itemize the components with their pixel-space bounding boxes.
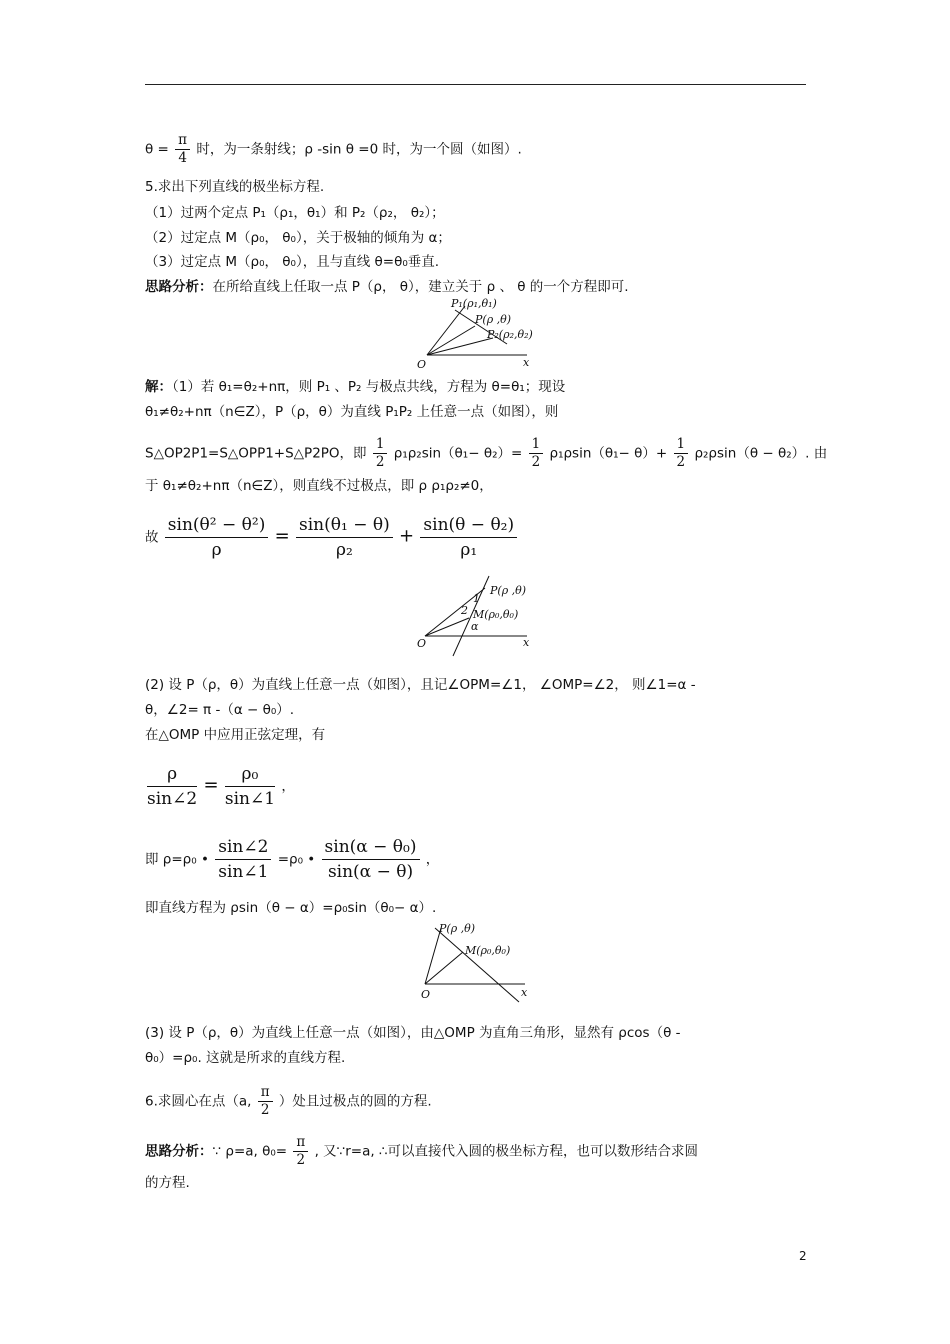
part2-line-3: 在△OMP 中应用正弦定理，有: [145, 727, 326, 743]
ratio-alpha: $\frac{\text{sin(α − θ₀)}}{\sin(\alpha - \theta)}$: [322, 835, 420, 884]
therefore: 故: [145, 529, 159, 546]
solution-text-1: （1）若 θ₁=θ₂+nπ，则 P₁ 、P₂ 与极点共线，方程为 θ=θ₁；现设: [172, 379, 566, 395]
line-equation: 即直线方程为 ρsin（θ − α）=ρ₀sin（θ₀− α）.: [145, 900, 437, 916]
analysis-2: [145, 1134, 698, 1169]
label-p1: P₁(ρ₁,θ₁): [451, 297, 497, 310]
part2-line-1: (2) 设 P（ρ，θ）为直线上任意一点（如图），且记∠OPM=∠1， ∠OMP=∠2， 则∠1=α -: [145, 677, 696, 693]
solution-line-4: 于 θ₁≠θ₂+nπ（n∈Z），则直线不过极点，即 ρ ρ₁ρ₂≠0，: [145, 478, 493, 494]
label-angle-2: 2: [461, 604, 468, 617]
label-p: P(ρ ,θ): [475, 313, 512, 326]
label-p: P(ρ ,θ): [490, 584, 527, 597]
q5-item-1: （1）过两个定点 P₁（ρ₁，θ₁）和 P₂（ρ₂， θ₂）；: [145, 205, 445, 221]
label-x-axis: x: [523, 636, 530, 649]
solution-label: 解：: [145, 379, 172, 395]
label-origin: O: [417, 637, 427, 650]
q6-title: [145, 1084, 432, 1119]
rho-expression: [145, 835, 439, 884]
label-m: M(ρ₀,θ₀): [465, 944, 511, 957]
ratio-rho: $\frac{\rho}{\sin\angle 2}$: [147, 764, 198, 809]
half-fraction-2: $\frac{1}{2}$: [529, 436, 544, 471]
figure-two-points: [415, 296, 545, 372]
rho-text-a: 即 ρ=ρ₀ •: [145, 851, 209, 868]
part3-line-2: θ₀）=ρ₀. 这就是所求的直线方程.: [145, 1050, 346, 1066]
area-term-3: ρ₂ρsin（θ − θ₂）. 由: [694, 445, 828, 462]
eq-fraction-2: $\frac{\text{sin(θ₁ − θ)}}{\text{ρ₂}}$: [296, 513, 393, 562]
solution-equation: 故 $\frac{\text{sin(θ² − θ²)}}{\rho}$ = $\frac{\text{sin(θ₁ − θ)}}{\text{ρ₂}}$ + $\frac{\text{sin(θ − θ₂)}}{\text{ρ₁}}$: [145, 513, 519, 562]
figure-inclination: [415, 572, 540, 660]
rho-text-b: =ρ₀ •: [277, 851, 316, 868]
page-number: 2: [799, 1249, 807, 1263]
rho-text-c: ，: [425, 851, 440, 868]
solution-line-2: θ₁≠θ₂+nπ（n∈Z），P（ρ，θ）为直线 P₁P₂ 上任意一点（如图），则: [145, 404, 559, 420]
q5-title: 5.求出下列直线的极坐标方程.: [145, 179, 325, 195]
analysis2-text-a: ∵ ρ=a, θ₀=: [212, 1143, 288, 1160]
area-term-1: ρ₁ρ₂sin（θ₁− θ₂）=: [393, 445, 523, 462]
q6-text-a: 6.求圆心在点（a,: [145, 1093, 252, 1110]
solution-line-3: [145, 436, 827, 471]
label-x-axis: x: [523, 356, 530, 369]
analysis-label: 思路分析：: [145, 1143, 213, 1160]
part3-line-1: (3) 设 P（ρ，θ）为直线上任意一点（如图），由△OMP 为直角三角形，显然有 ρcos（θ -: [145, 1025, 681, 1041]
p1-text-b: 时，为一条射线；ρ -sin θ =0 时，为一个圆（如图）.: [196, 141, 522, 158]
para-theta-ray: [145, 132, 522, 167]
q5-item-2: （2）过定点 M（ρ₀， θ₀），关于极轴的倾角为 α；: [145, 230, 451, 246]
sine-law-equation: $\frac{\rho}{\sin\angle 2}$ = $\frac{\text{ρ₀}}{\sin\angle 1}$ ，: [147, 764, 295, 809]
label-angle-1: 1: [473, 592, 480, 605]
label-alpha: α: [471, 620, 479, 633]
analysis2-text-b: , 又∵r=a, ∴可以直接代入圆的极坐标方程，也可以数形结合求圆: [314, 1143, 699, 1160]
area-identity: S△OP2P1=S△OPP1+S△P2PO，即: [145, 445, 367, 462]
label-origin: O: [417, 358, 427, 371]
pi-over-2: $\frac{\pi}{2}$: [258, 1084, 273, 1119]
eq-fraction-3: $\frac{\text{sin(θ − θ₂)}}{\text{ρ₁}}$: [420, 513, 517, 562]
q5-item-3: （3）过定点 M（ρ₀， θ₀），且与直线 θ=θ₀垂直.: [145, 254, 440, 270]
q6-text-b: ）处且过极点的圆的方程.: [278, 1093, 432, 1110]
ratio-rho0: $\frac{\text{ρ₀}}{\sin\angle 1}$: [224, 764, 276, 809]
analysis-text: 在所给直线上任取一点 P（ρ， θ），建立关于 ρ 、 θ 的一个方程即可.: [212, 279, 629, 295]
label-m: M(ρ₀,θ₀): [473, 608, 519, 621]
label-p: P(ρ ,θ): [439, 922, 476, 935]
area-term-2: ρ₁ρsin（θ₁− θ）+: [549, 445, 668, 462]
label-x-axis: x: [521, 986, 528, 999]
label-p2: P₂(ρ₂,θ₂): [487, 328, 533, 341]
p1-text-a: θ =: [145, 141, 169, 158]
analysis-2-line-2: 的方程.: [145, 1175, 190, 1191]
header-rule: [145, 84, 806, 85]
half-fraction-1: $\frac{1}{2}$: [373, 436, 388, 471]
half-fraction-3: $\frac{1}{2}$: [674, 436, 689, 471]
comma: ，: [281, 778, 295, 795]
eq-fraction-1: $\frac{\text{sin(θ² − θ²)}}{\rho}$: [165, 513, 269, 562]
pi-over-4: $\frac{\pi}{4}$: [175, 132, 190, 167]
analysis-label: 思路分析：: [145, 279, 213, 295]
figure-perpendicular: [415, 918, 535, 1004]
ratio-sines: $\frac{\sin\angle 2}{\sin\angle 1}$: [215, 835, 271, 884]
theta0-fraction: $\frac{\pi}{2}$: [293, 1134, 308, 1169]
solution-line-1: [145, 377, 565, 397]
part2-line-2: θ，∠2= π -（α − θ₀）.: [145, 702, 295, 718]
label-origin: O: [421, 988, 431, 1001]
analysis-1: [145, 277, 629, 297]
